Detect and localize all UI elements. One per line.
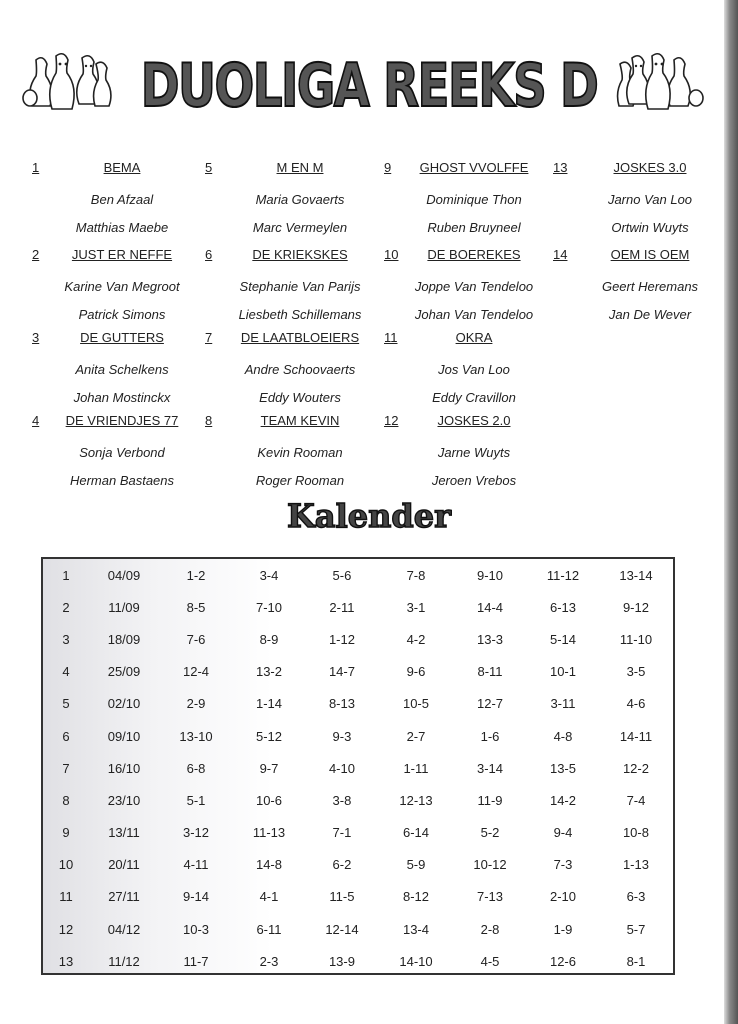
- match-cell: 3-8: [332, 792, 352, 808]
- table-row: [43, 817, 673, 849]
- match-cell: 5-12: [255, 728, 282, 744]
- match-cell: 5-1: [186, 792, 206, 808]
- match-cell: 7-10: [255, 599, 282, 615]
- match-cell: 3-14: [477, 760, 504, 776]
- team-player: Ruben Bruyneel: [427, 219, 521, 235]
- match-cell: 13-10: [179, 728, 213, 744]
- round-date: 04/09: [107, 567, 141, 583]
- team-player: Stephanie Van Parijs: [239, 279, 361, 294]
- match-cell: 2-3: [259, 953, 279, 969]
- round-date: 20/11: [108, 857, 140, 873]
- match-cell: 12-2: [622, 760, 649, 776]
- team-number: 3: [32, 330, 40, 345]
- round-number: 7: [62, 760, 70, 776]
- round-date: 27/11: [108, 889, 140, 905]
- match-cell: 4-1: [259, 889, 279, 905]
- team-number: 4: [32, 413, 40, 428]
- match-cell: 13-9: [328, 953, 355, 969]
- round-date: 11/12: [108, 953, 140, 969]
- match-cell: 4-5: [480, 953, 500, 969]
- match-cell: 14-11: [619, 728, 653, 744]
- round-number: 13: [58, 953, 74, 969]
- match-cell: 8-13: [328, 696, 355, 712]
- match-cell: 5-6: [332, 567, 352, 583]
- match-cell: 4-10: [328, 760, 355, 776]
- team-player: Herman Bastaens: [69, 472, 175, 488]
- team-number: 10: [384, 247, 399, 262]
- match-cell: 3-4: [259, 567, 279, 583]
- round-date: 11/09: [108, 599, 140, 615]
- team-player: Roger Rooman: [255, 472, 345, 488]
- match-cell: 8-9: [259, 631, 279, 647]
- match-cell: 9-12: [622, 599, 649, 615]
- team-player: Eddy Wouters: [259, 389, 341, 405]
- match-cell: 1-6: [480, 728, 500, 744]
- match-cell: 11-13: [252, 825, 286, 841]
- round-date: 18/09: [107, 631, 141, 647]
- round-number: 10: [58, 857, 74, 873]
- team-name: DE BOEREKES: [427, 247, 521, 262]
- table-row: [43, 881, 673, 913]
- match-cell: 3-11: [550, 696, 576, 712]
- match-cell: 1-12: [328, 631, 355, 647]
- team-number: 2: [32, 247, 40, 262]
- match-cell: 8-1: [626, 953, 646, 969]
- round-date: 04/12: [107, 921, 141, 937]
- match-cell: 12-14: [325, 921, 359, 937]
- team-player: Sonja Verbond: [79, 445, 165, 460]
- match-cell: 1-2: [186, 567, 206, 583]
- team-number: 9: [384, 160, 392, 175]
- match-cell: 10-8: [622, 825, 649, 841]
- page-title: DUOLIGA REEKS D: [140, 51, 598, 121]
- match-cell: 5-2: [480, 825, 500, 841]
- team-player: Jeroen Vrebos: [431, 472, 517, 488]
- round-number: 1: [62, 567, 70, 583]
- team-player: Maria Govaerts: [255, 192, 345, 207]
- team-number: 12: [384, 413, 399, 428]
- round-date: 16/10: [107, 760, 141, 776]
- team-name: GHOST VVOLFFE: [419, 160, 529, 175]
- team-name: BEMA: [103, 160, 141, 175]
- match-cell: 2-9: [186, 696, 206, 712]
- team-player: Joppe Van Tendeloo: [414, 279, 534, 294]
- match-cell: 11-10: [619, 631, 653, 647]
- match-cell: 7-3: [553, 857, 573, 873]
- team-player: Jarno Van Loo: [607, 192, 693, 207]
- round-number: 8: [62, 792, 70, 808]
- match-cell: 2-8: [480, 921, 500, 937]
- team-number: 8: [205, 413, 213, 428]
- team-number: 7: [205, 330, 213, 345]
- match-cell: 2-10: [549, 889, 576, 905]
- team-player: Andre Schoovaerts: [244, 362, 356, 377]
- team-number: 13: [553, 160, 568, 175]
- round-number: 3: [62, 631, 70, 647]
- match-cell: 9-3: [332, 728, 352, 744]
- team-player: Johan Mostinckx: [73, 389, 171, 405]
- round-number: 2: [62, 599, 70, 615]
- team-name: OEM IS OEM: [610, 247, 690, 262]
- team-player: Matthias Maebe: [75, 219, 169, 235]
- match-cell: 6-2: [332, 857, 352, 873]
- team-number: 1: [32, 160, 40, 175]
- team-player: Marc Vermeylen: [252, 219, 348, 235]
- match-cell: 8-12: [402, 889, 429, 905]
- match-cell: 12-6: [549, 953, 576, 969]
- round-date: 23/10: [107, 792, 141, 808]
- round-number: 11: [59, 889, 73, 905]
- table-row: [43, 913, 673, 945]
- match-cell: 9-4: [553, 825, 573, 841]
- table-row: [43, 720, 673, 752]
- calendar-title: Kalender: [287, 497, 451, 535]
- team-player: Jarne Wuyts: [437, 445, 511, 460]
- match-cell: 4-2: [406, 631, 426, 647]
- match-cell: 13-3: [477, 631, 504, 647]
- match-cell: 7-8: [406, 567, 426, 583]
- match-cell: 1-9: [553, 921, 573, 937]
- match-cell: 6-11: [256, 921, 282, 937]
- team-player: Geert Heremans: [601, 279, 699, 294]
- match-cell: 13-2: [255, 664, 282, 680]
- table-row: [43, 656, 673, 688]
- table-row: [43, 945, 673, 977]
- team-player: Jan De Wever: [608, 306, 692, 322]
- team-list: [0, 0, 738, 500]
- match-cell: 13-14: [619, 567, 653, 583]
- match-cell: 5-7: [626, 921, 646, 937]
- match-cell: 11-7: [183, 953, 209, 969]
- team-name: JUST ER NEFFE: [71, 247, 173, 262]
- match-cell: 7-13: [477, 889, 504, 905]
- match-cell: 12-13: [399, 792, 433, 808]
- match-cell: 6-14: [402, 825, 429, 841]
- match-cell: 10-12: [473, 857, 507, 873]
- match-cell: 10-6: [255, 792, 282, 808]
- team-name: JOSKES 2.0: [437, 413, 511, 428]
- match-cell: 14-4: [477, 599, 504, 615]
- match-cell: 4-11: [183, 857, 209, 873]
- team-player: Kevin Rooman: [257, 445, 343, 460]
- team-player: Liesbeth Schillemans: [238, 306, 362, 322]
- match-cell: 3-1: [406, 599, 426, 615]
- table-row: [43, 591, 673, 623]
- round-number: 9: [62, 825, 70, 841]
- team-number: 6: [205, 247, 213, 262]
- round-date: 13/11: [108, 825, 140, 841]
- match-cell: 7-6: [186, 631, 206, 647]
- match-cell: 10-5: [402, 696, 429, 712]
- team-name: DE VRIENDJES 77: [65, 413, 179, 428]
- match-cell: 6-13: [549, 599, 576, 615]
- match-cell: 14-8: [255, 857, 282, 873]
- match-cell: 3-5: [626, 664, 646, 680]
- match-cell: 5-14: [549, 631, 576, 647]
- match-cell: 10-1: [549, 664, 576, 680]
- match-cell: 3-12: [183, 825, 210, 841]
- table-row: [43, 623, 673, 655]
- table-row: [43, 849, 673, 881]
- calendar-table: [41, 557, 675, 975]
- table-row: [43, 752, 673, 784]
- team-name: DE LAATBLOEIERS: [240, 330, 360, 345]
- team-player: Karine Van Megroot: [64, 279, 180, 294]
- match-cell: 9-10: [477, 567, 504, 583]
- table-row: [43, 688, 673, 720]
- round-date: 02/10: [107, 696, 141, 712]
- match-cell: 9-6: [406, 664, 426, 680]
- table-row: [43, 784, 673, 816]
- match-cell: 1-11: [403, 760, 429, 776]
- match-cell: 13-4: [402, 921, 429, 937]
- match-cell: 14-2: [549, 792, 576, 808]
- match-cell: 7-4: [626, 792, 646, 808]
- team-player: Patrick Simons: [78, 306, 166, 322]
- team-name: M EN M: [276, 160, 324, 175]
- match-cell: 9-7: [259, 760, 279, 776]
- match-cell: 12-7: [477, 696, 504, 712]
- team-name: DE KRIEKSKES: [252, 247, 348, 262]
- team-player: Jos Van Loo: [438, 362, 510, 377]
- team-number: 5: [205, 160, 213, 175]
- team-name: JOSKES 3.0: [613, 160, 687, 175]
- team-player: Eddy Cravillon: [432, 389, 516, 405]
- team-number: 11: [384, 330, 398, 345]
- match-cell: 1-13: [622, 857, 649, 873]
- round-number: 12: [58, 921, 74, 937]
- match-cell: 10-3: [183, 921, 210, 937]
- match-cell: 2-11: [329, 599, 355, 615]
- round-number: 5: [62, 696, 70, 712]
- match-cell: 1-14: [255, 696, 282, 712]
- match-cell: 11-5: [329, 889, 355, 905]
- round-number: 6: [62, 728, 70, 744]
- match-cell: 8-11: [477, 664, 503, 680]
- round-date: 25/09: [107, 664, 141, 680]
- team-player: Ortwin Wuyts: [611, 219, 689, 235]
- round-number: 4: [62, 664, 70, 680]
- match-cell: 8-5: [186, 599, 206, 615]
- match-cell: 9-14: [183, 889, 210, 905]
- match-cell: 13-5: [549, 760, 576, 776]
- match-cell: 14-7: [328, 664, 355, 680]
- table-row: [43, 559, 673, 591]
- team-player: Dominique Thon: [426, 192, 522, 207]
- team-name: TEAM KEVIN: [260, 413, 340, 428]
- match-cell: 4-6: [626, 696, 646, 712]
- team-name: OKRA: [455, 330, 493, 345]
- team-player: Anita Schelkens: [75, 362, 169, 377]
- team-number: 14: [553, 247, 568, 262]
- match-cell: 12-4: [183, 664, 210, 680]
- match-cell: 11-9: [477, 792, 503, 808]
- match-cell: 7-1: [332, 825, 352, 841]
- team-player: Ben Afzaal: [90, 192, 154, 207]
- match-cell: 2-7: [406, 728, 426, 744]
- match-cell: 14-10: [399, 953, 433, 969]
- team-player: Johan Van Tendeloo: [414, 306, 534, 322]
- match-cell: 11-12: [546, 567, 580, 583]
- round-date: 09/10: [107, 728, 141, 744]
- match-cell: 4-8: [553, 728, 573, 744]
- team-name: DE GUTTERS: [80, 330, 164, 345]
- match-cell: 5-9: [406, 857, 426, 873]
- match-cell: 6-8: [186, 760, 206, 776]
- match-cell: 6-3: [626, 889, 646, 905]
